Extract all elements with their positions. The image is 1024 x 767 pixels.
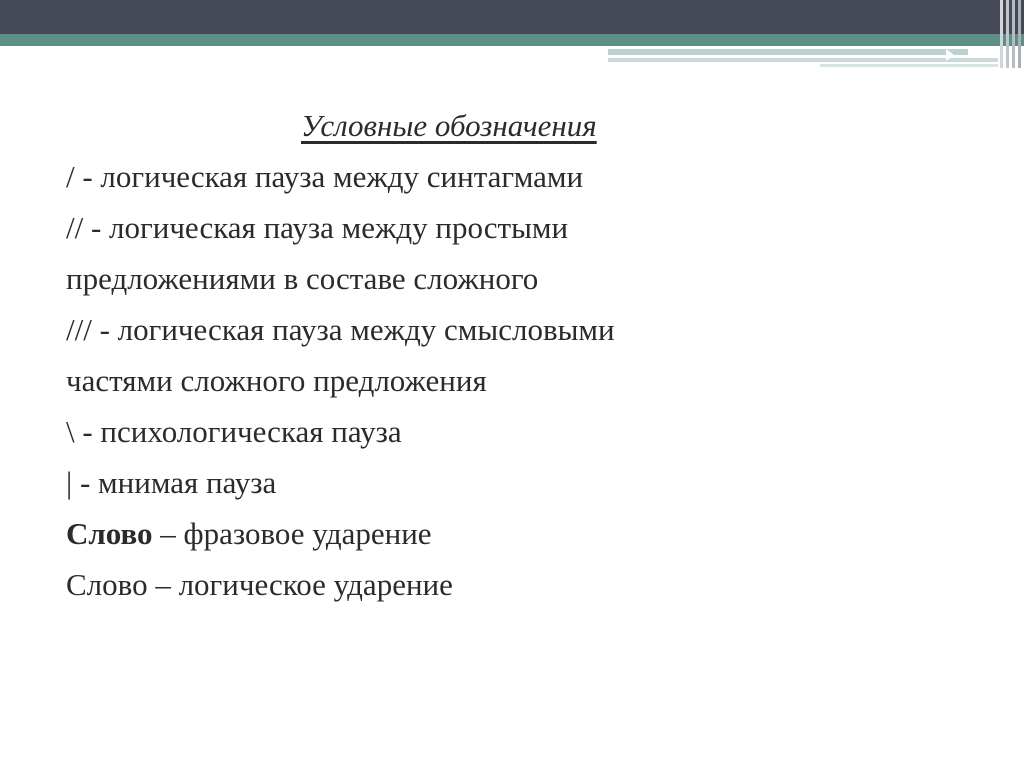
legend-item-phrase-stress	[66, 508, 966, 559]
legend-item-logical-stress	[66, 559, 966, 610]
legend-heading: Условные обозначения	[301, 108, 597, 143]
legend-item-double-slash: // - логическая пауза между простыми	[66, 210, 569, 245]
phrase-stress-description: – фразовое ударение	[152, 516, 432, 551]
legend-item-triple-slash-continuation: частями сложного предложения	[66, 363, 487, 398]
header-dark-band	[0, 0, 1024, 34]
header-teal-band	[0, 34, 1024, 46]
legend-item-double-slash-continuation: предложениями в составе сложного	[66, 261, 539, 296]
header-edge-strip	[1006, 0, 1009, 68]
legend-item-single-slash: / - логическая пауза между синтагмами	[66, 159, 584, 194]
phrase-stress-example-word: Слово	[66, 516, 153, 551]
legend-item-backslash: \ - психологическая пауза	[66, 414, 402, 449]
header-accent-line	[608, 58, 998, 62]
header-accent-line	[820, 64, 998, 67]
header-edge-strip	[1012, 0, 1015, 68]
legend-item-vertical-bar: | - мнимая пауза	[66, 465, 277, 500]
header-edge-strip	[1018, 0, 1021, 68]
legend-text-block	[66, 100, 966, 610]
header-edge-strip	[1000, 0, 1003, 68]
logical-stress-description: – логическое ударение	[147, 567, 453, 602]
legend-item-triple-slash: /// - логическая пауза между смысловыми	[66, 312, 615, 347]
header-arrow-notch	[946, 49, 954, 61]
header-accent-line	[608, 49, 968, 55]
logical-stress-example-word: Слово	[66, 567, 148, 602]
